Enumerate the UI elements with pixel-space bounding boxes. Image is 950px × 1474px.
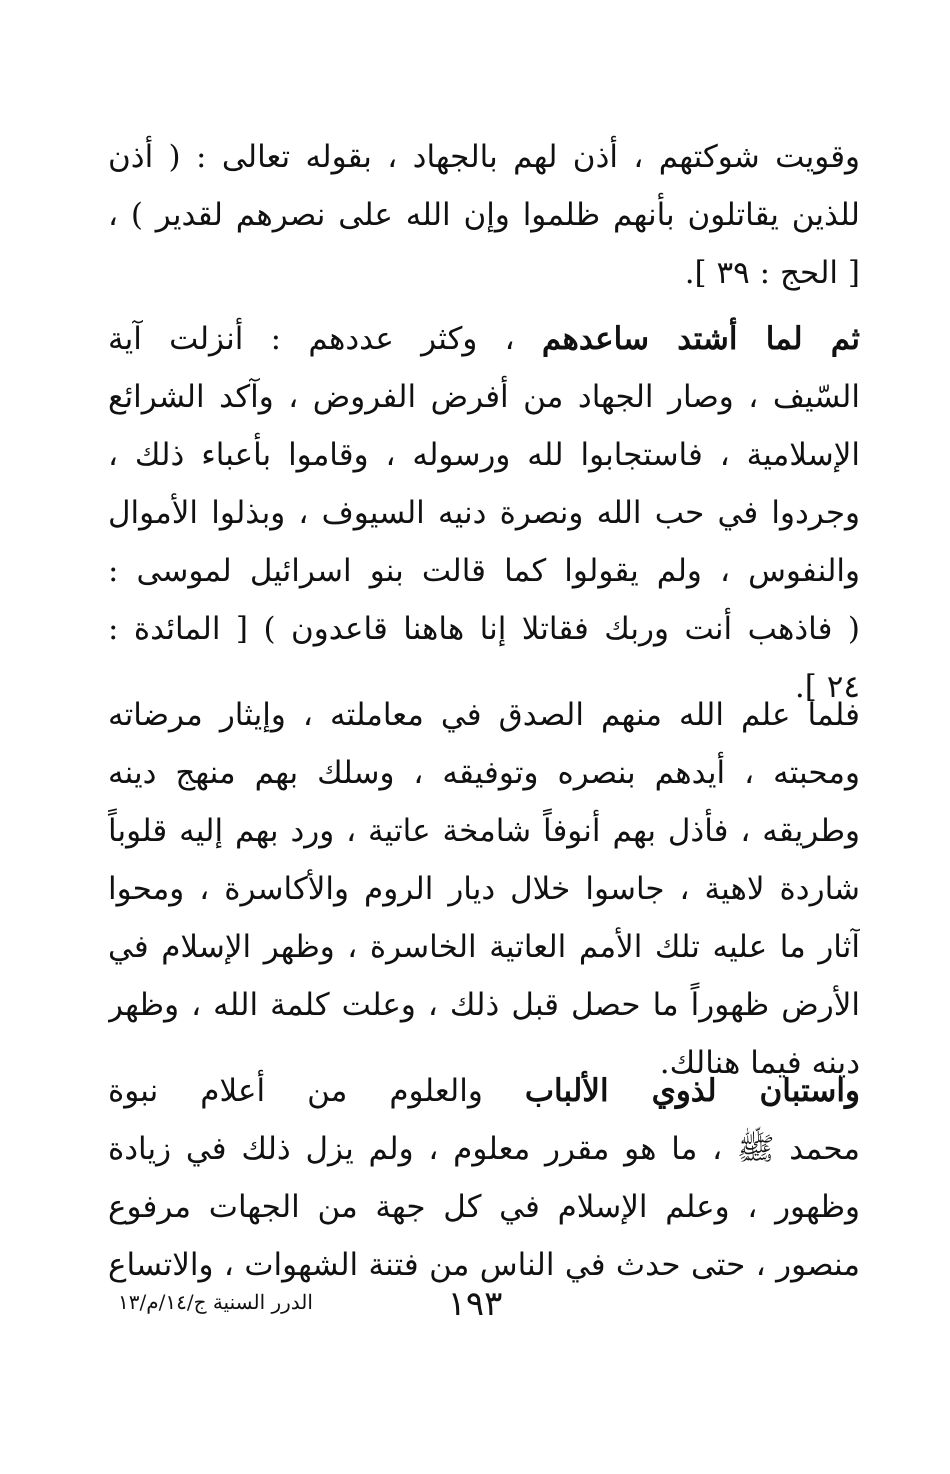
text-line: الأرض ظهوراً ما حصل قبل ذلك ، وعلت كلمة الله ، وظهر xyxy=(108,987,860,1023)
text-line: شاردة لاهية ، جاسوا خلال ديار الروم والأكاسرة ، ومحوا xyxy=(108,871,860,907)
text-line: الإسلامية ، فاستجابوا لله ورسوله ، وقاموا بأعباء ذلك ، xyxy=(108,437,860,473)
bold-lead-text: ثم لما أشتد ساعدهم xyxy=(541,321,860,357)
text-line: وجردوا في حب الله ونصرة دنيه السيوف ، وبذلوا الأموال xyxy=(108,495,860,531)
text-line xyxy=(108,310,860,368)
paragraph-1 xyxy=(108,128,860,302)
text-line: للذين يقاتلون بأنهم ظلموا وإن الله على نصرهم لقدير ) ، xyxy=(108,197,860,233)
text-line: ومحبته ، أيدهم بنصره وتوفيقه ، وسلك بهم منهج دينه xyxy=(108,755,860,791)
text-line: وطريقه ، فأذل بهم أنوفاً شامخة عاتية ، ورد بهم إليه قلوباً xyxy=(108,813,860,849)
text-line: ٢٤ ]. xyxy=(794,669,860,705)
text-line: السّيف ، وصار الجهاد من أفرض الفروض ، وآكد الشرائع xyxy=(108,379,860,415)
text-line: ( فاذهب أنت وربك فقاتلا إنا هاهنا قاعدون ) [ المائدة : xyxy=(108,611,860,647)
footer-source: الدرر السنية ج/١٤/م/١٣ xyxy=(118,1290,313,1314)
text-line: وقويت شوكتهم ، أذن لهم بالجهاد ، بقوله تعالى : ( أذن xyxy=(108,139,860,175)
bold-lead-text: واستبان لذوي الألباب xyxy=(524,1073,860,1109)
text-line: فلما علم الله منهم الصدق في معاملته ، وإيثار مرضاته xyxy=(108,697,860,733)
text-line: دينه فيما هنالك. xyxy=(659,1045,860,1081)
text-line: [ الحج : ٣٩ ]. xyxy=(684,255,860,291)
text-segment: والعلوم من أعلام نبوة xyxy=(108,1073,483,1109)
text-line: آثار ما عليه تلك الأمم العاتية الخاسرة ، وظهر الإسلام في xyxy=(108,929,860,965)
page-number: ١٩٣ xyxy=(447,1284,503,1324)
paragraph-3 xyxy=(108,686,860,1092)
paragraph-2 xyxy=(108,310,860,716)
text-line: منصور ، حتى حدث في الناس من فتنة الشهوات ، والاتساع xyxy=(108,1247,860,1283)
text-line: محمد ﷺ ، ما هو مقرر معلوم ، ولم يزل ذلك في زيادة xyxy=(108,1131,860,1167)
text-segment: ، وكثر عددهم : أنزلت آية xyxy=(108,321,515,357)
text-line: والنفوس ، ولم يقولوا كما قالت بنو اسرائيل لموسى : xyxy=(108,553,860,589)
text-line: وظهور ، وعلم الإسلام في كل جهة من الجهات مرفوع xyxy=(108,1189,860,1225)
text-line xyxy=(108,1062,860,1120)
paragraph-4 xyxy=(108,1062,860,1294)
